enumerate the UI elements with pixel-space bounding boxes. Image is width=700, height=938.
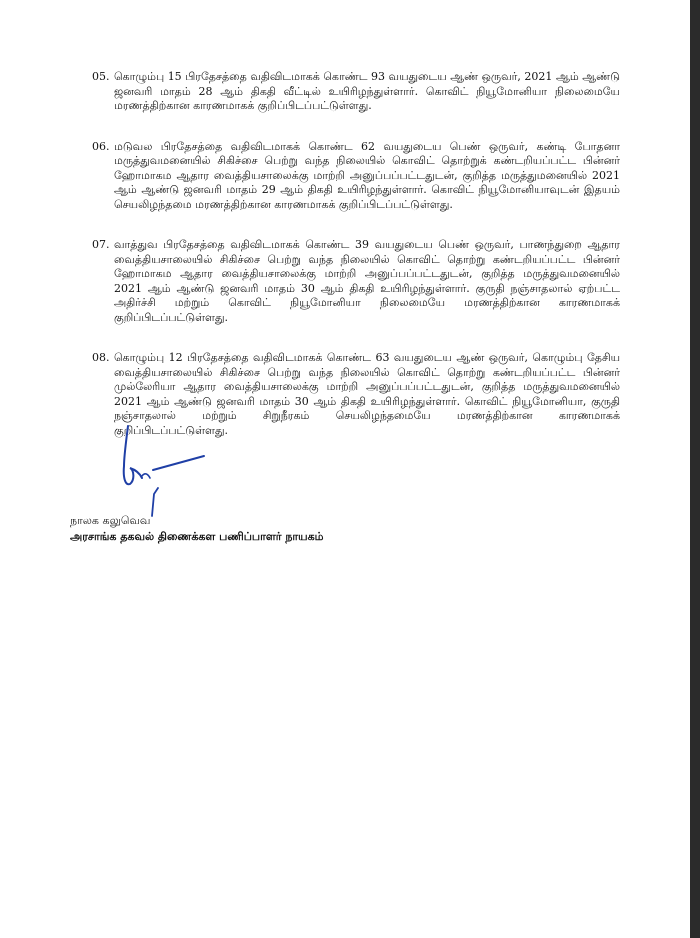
item-text: கொழும்பு 12 பிரதேசத்தை வதிவிடமாகக் கொண்ட 63 வயதுடைய ஆண் ஒருவர், கொழும்பு தேசிய வைத்தியசாலையில் சிகிச்சை பெற்று வந்த நிலையில் கொவிட் தொற்று கண்டறியப்பட்ட பின்னர் முல்லேரியா ஆதார வைத்தியசாலைக்கு மாற்றி அனுப்பப்பட்டதுடன், குறித்த மருத்துவமனையில் 2021 ஆம் ஆண்டு ஜனவரி மாதம் 30 ஆம் திகதி உயிரிழந்துள்ளார். கொவிட் நியூமோனியா, குருதி நஞ்சாதலால் மற்றும் சிறுநீரகம் செயலிழந்தமையே மரணத்திற்கான காரணமாகக் குறிப்பிடப்பட்டுள்ளது. xyxy=(114,351,620,437)
news-items xyxy=(92,70,620,464)
item-number: 08. xyxy=(92,351,110,364)
item-text: மடுவல பிரதேசத்தை வதிவிடமாகக் கொண்ட 62 வயதுடைய பெண் ஒருவர், கண்டி போதனா மருத்துவமனையில் சிகிச்சை பெற்று வந்த நிலையில் கொவிட் தொற்றுக் கண்டறியப்பட்ட பின்னர் ஹோமாகம ஆதார வைத்தியசாலைக்கு மாற்றி அனுப்பப்பட்டதுடன், குறித்த மருத்துமனையில் 2021 ஆம் ஆண்டு ஜனவரி மாதம் 29 ஆம் திகதி உயிரிழந்துள்ளார். கொவிட் நியூமோனியாவுடன் இதயம் செயலிழந்தமை மரணத்திற்கான காரணமாகக் குறிப்பிடப்பட்டுள்ளது. xyxy=(114,139,620,211)
signatory-name: நாலக கலுவெவ xyxy=(70,514,151,527)
list-item xyxy=(92,140,620,213)
signature-icon xyxy=(108,422,218,522)
item-text: கொழும்பு 15 பிரதேசத்தை வதிவிடமாகக் கொண்ட 93 வயதுடைய ஆண் ஒருவர், 2021 ஆம் ஆண்டு ஜனவரி மாதம் 28 ஆம் திகதி வீட்டில் உயிரிழந்துள்ளார். கொவிட் நியூமோனியா நிலைமையே மரணத்திற்கான காரணமாகக் குறிப்பிடப்பட்டுள்ளது. xyxy=(114,70,620,112)
item-number: 06. xyxy=(92,139,110,153)
list-item xyxy=(92,70,620,114)
item-text: வாத்துவ பிரதேசத்தை வதிவிடமாகக் கொண்ட 39 வயதுடைய பெண் ஒருவர், பாணந்துறை ஆதார வைத்தியசாலையில் சிகிச்சை பெற்று வந்த நிலையில் கொவிட் தொற்று கண்டறியப்பட்ட பின்னர் ஹோமாகம ஆதார வைத்தியசாலைக்கு மாற்றி அனுப்பப்பட்டதுடன், குறித்த மருத்துவமனையில் 2021 ஆம் ஆண்டு ஜனவரி மாதம் 30 ஆம் திகதி உயிரிழந்துள்ளார். குருதி நஞ்சாதலால் ஏற்பட்ட அதிர்ச்சி மற்றும் கொவிட் நியூமோனியா நிலைமையே மரணத்திற்கான காரணமாகக் குறிப்பிடப்பட்டுள்ளது. xyxy=(114,238,620,324)
list-item xyxy=(92,238,620,325)
item-number: 07. xyxy=(92,238,110,251)
item-number: 05. xyxy=(92,70,110,83)
right-edge-shadow xyxy=(690,0,700,938)
signatory-title: அரசாங்க தகவல் திணைக்கள பணிப்பாளர் நாயகம் xyxy=(70,530,324,543)
